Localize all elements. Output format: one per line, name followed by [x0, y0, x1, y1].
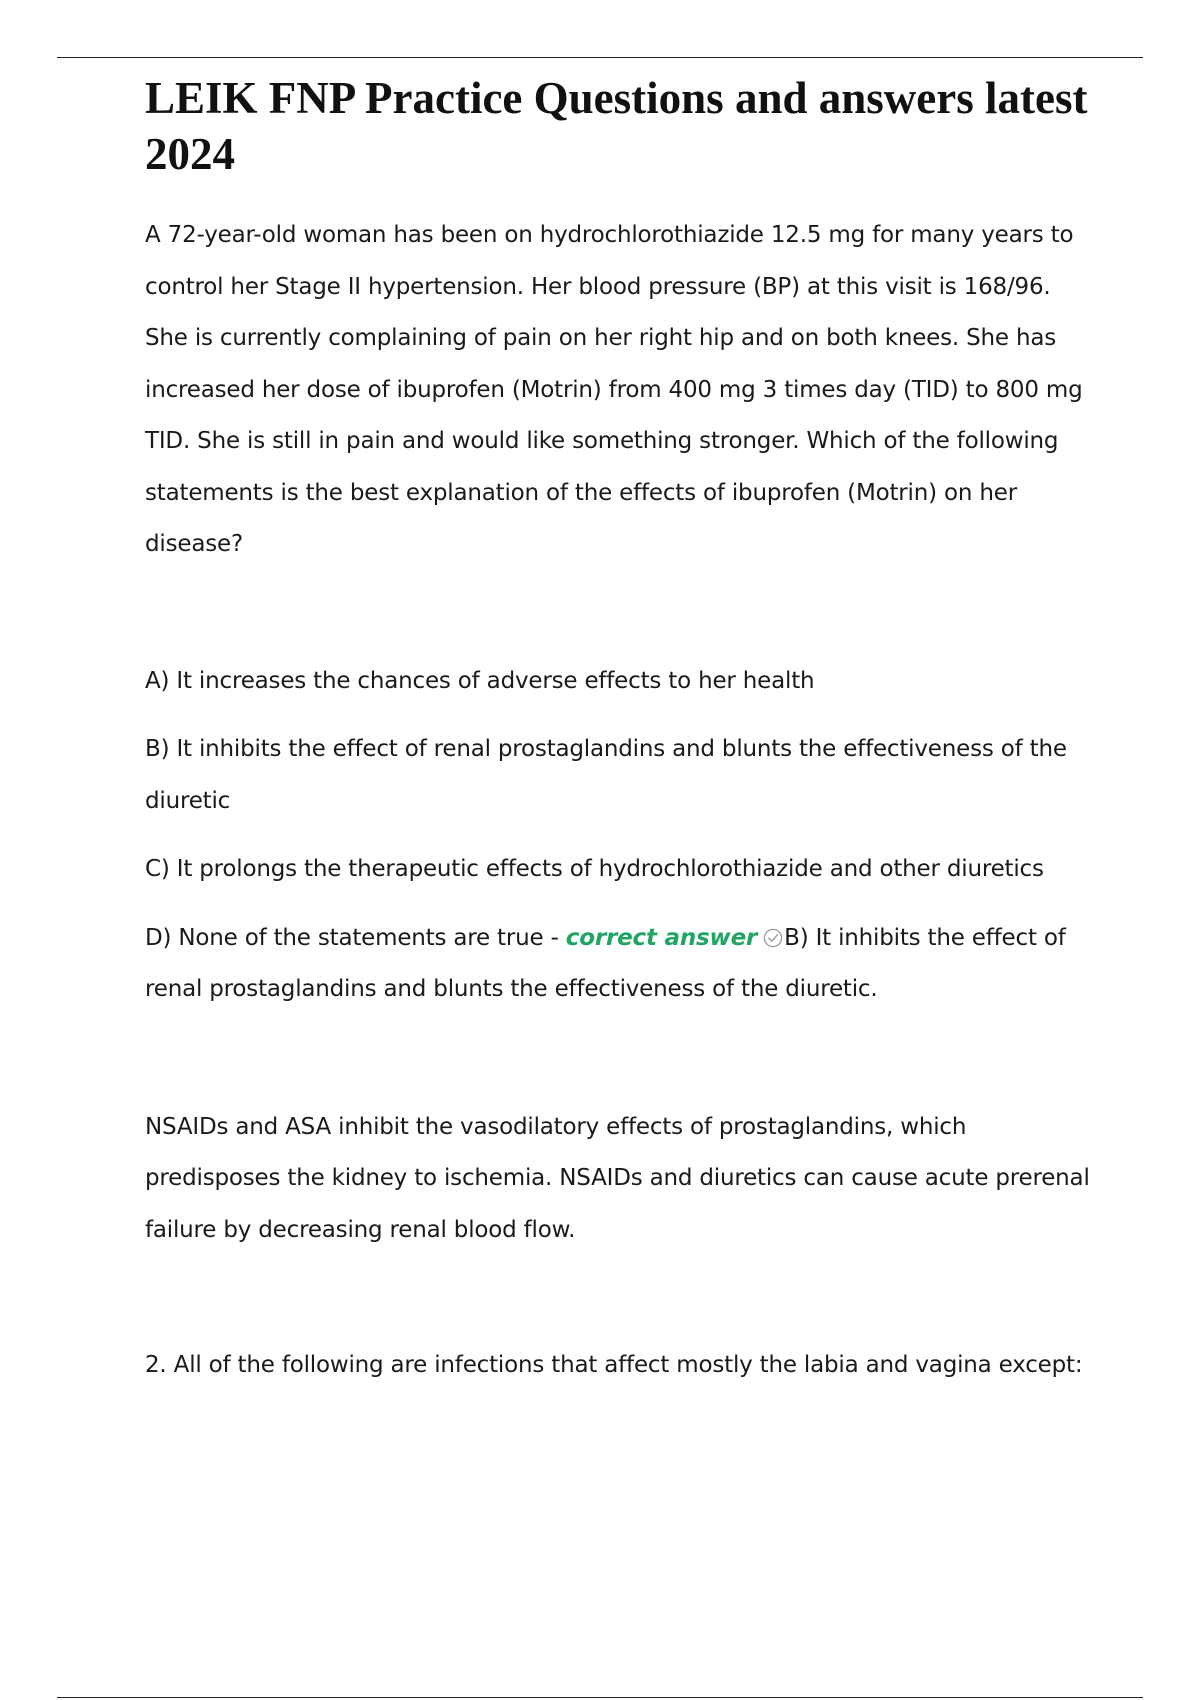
question-1-stem: A 72-year-old woman has been on hydrochlorothiazide 12.5 mg for many years to control her Stage II hypertension. Her blood pressure (BP) at this visit is 168/96. She is currently complaining of pain on her right hip and on both knees. She has increased her dose of ibuprofen (Motrin) from 400 mg 3 times day (TID) to 800 mg TID. She is still in pain and would like something stronger. Which of the following statements is the best explanation of the effects of ibuprofen (Motrin) on her disease? [145, 222, 1083, 557]
option-a: A) It increases the chances of adverse effects to her health [145, 667, 815, 694]
option-d: D) None of the statements are true - [145, 924, 566, 951]
explanation: NSAIDs and ASA inhibit the vasodilatory effects of prostaglandins, which predisposes the kidney to ischemia. NSAIDs and diuretics can cause acute prerenal failure by decreasing renal blood flow. [145, 1113, 1090, 1243]
check-circle-icon [763, 916, 783, 936]
option-c: C) It prolongs the therapeutic effects of hydrochlorothiazide and other diuretics [145, 856, 1044, 882]
option-b: B) It inhibits the effect of renal prostaglandins and blunts the effectiveness of the diuretic [145, 736, 1067, 814]
document-title: LEIK FNP Practice Questions and answers latest 2024 [145, 73, 1088, 179]
correct-answer-label: correct answer [565, 924, 758, 951]
bottom-rule [57, 1697, 1143, 1698]
document-body [145, 70, 1095, 1392]
answer-text: B) It inhibits the effect of renal prostaglandins and blunts the effectiveness of the diuretic. [145, 924, 1066, 1002]
top-rule [57, 57, 1143, 58]
option-d-with-answer [145, 913, 1095, 1016]
question-2-stem: 2. All of the following are infections that affect mostly the labia and vagina except: [145, 1352, 1083, 1378]
